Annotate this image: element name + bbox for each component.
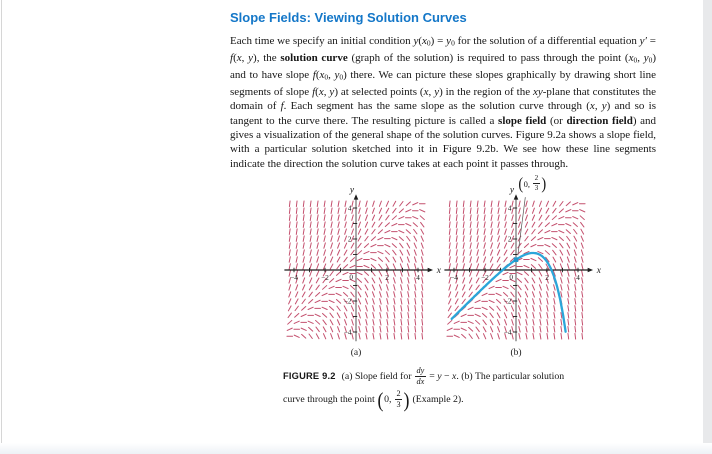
svg-text:x: x bbox=[436, 266, 441, 277]
slope-field-figure-b bbox=[440, 181, 612, 361]
figure-caption bbox=[283, 366, 617, 412]
slope-field-figure-a bbox=[280, 181, 446, 361]
svg-text:−4: −4 bbox=[343, 328, 352, 337]
svg-text:2: 2 bbox=[545, 274, 549, 282]
svg-text:2: 2 bbox=[347, 235, 352, 244]
svg-text:−2: −2 bbox=[343, 297, 352, 306]
svg-text:x: x bbox=[596, 266, 601, 277]
svg-text:y: y bbox=[349, 185, 355, 196]
figure-caption-text1: (a) Slope field for $\frac{dy}{dx}$ = y − x. (b) The particular solution bbox=[341, 366, 565, 386]
page-left-border bbox=[1, 0, 2, 454]
svg-text:−4: −4 bbox=[450, 274, 458, 282]
page-bottom-edge bbox=[0, 443, 712, 454]
svg-text:y: y bbox=[509, 185, 515, 196]
svg-text:2: 2 bbox=[385, 274, 389, 282]
svg-text:0: 0 bbox=[509, 273, 513, 282]
point-callout-label: ( 0, $\frac{2}{3}$ ) bbox=[518, 173, 547, 193]
section-title: Slope Fields: Viewing Solution Curves bbox=[230, 10, 467, 25]
svg-text:0: 0 bbox=[349, 273, 353, 282]
page-right-edge bbox=[703, 0, 712, 454]
svg-text:−2: −2 bbox=[481, 274, 489, 282]
svg-text:−4: −4 bbox=[290, 274, 298, 282]
svg-text:4: 4 bbox=[347, 204, 352, 213]
svg-text:−2: −2 bbox=[503, 297, 512, 306]
body-paragraph: Each time we specify an initial condition y(x0) = y0 for the solution of a differential equation y′ = f(x, y), the solution curve (graph of the solution) is required to pass through the point (x0, y0) and to have slope f(x0, y0) there. We can picture these slopes graphically by drawing short line segments of slope f(x, y) at selected points (x, y) in the region of the xy-plane that constitutes the domain of f. Each segment has the same slope as the solution curve through (x, y) and so is tangent to the curve there. The resulting picture is called a slope field (or direction field) and gives a visualization of the general shape of the solution curves. Figure 9.2a shows a slope field, with a particular solution sketched into it in Figure 9.2b. We see how these line segments indicate the direction the solution curve takes at each point it passes through. bbox=[230, 35, 657, 170]
figure-caption-line1 bbox=[283, 367, 617, 386]
svg-text:(a): (a) bbox=[350, 348, 362, 358]
text-column bbox=[230, 10, 656, 171]
svg-text:4: 4 bbox=[576, 274, 580, 282]
figure-caption-line2: curve through the point (0, $\frac{2}{3}$ ) (Example 2). bbox=[283, 387, 464, 412]
figure-caption-tag: FIGURE 9.2 bbox=[283, 370, 336, 381]
svg-text:−2: −2 bbox=[321, 274, 329, 282]
svg-text:2: 2 bbox=[507, 235, 512, 244]
svg-text:4: 4 bbox=[416, 274, 420, 282]
svg-text:−4: −4 bbox=[503, 328, 512, 337]
svg-text:4: 4 bbox=[507, 204, 512, 213]
svg-text:(b): (b) bbox=[510, 348, 522, 358]
